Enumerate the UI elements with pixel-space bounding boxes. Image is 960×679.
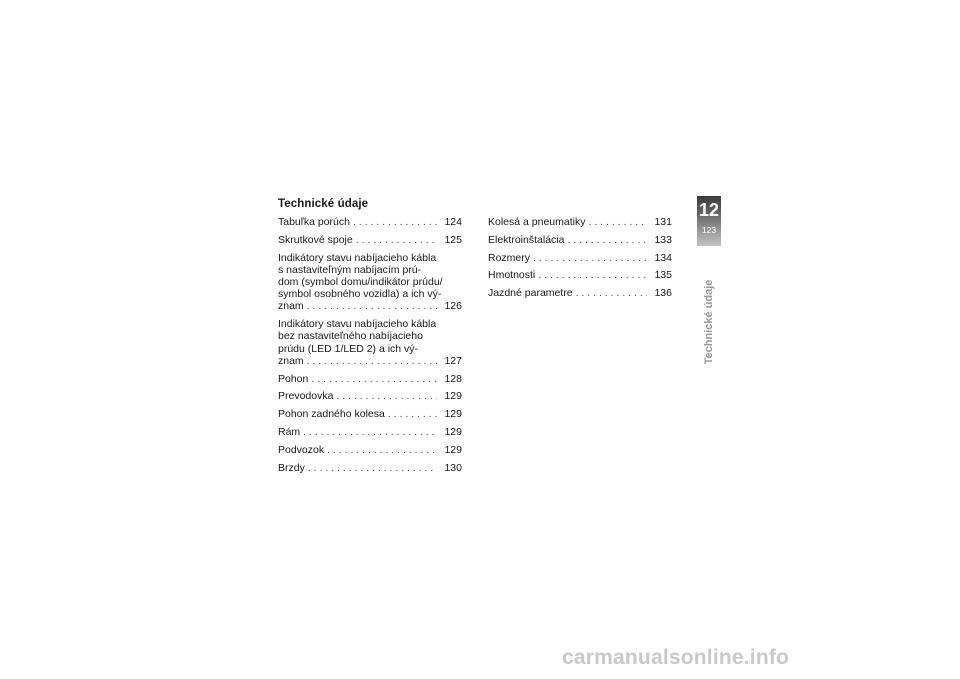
toc-entry-title: Pohon [278,372,309,385]
toc-leader [388,408,438,420]
toc-left-column [278,216,462,479]
toc-entry-page: 128 [444,372,462,385]
toc-leader [308,462,438,474]
toc-leader [576,287,648,299]
toc-entry-title: Rozmery [488,251,531,264]
toc-entry-page: 126 [444,300,462,313]
toc-entry-title: Skrutkové spoje [278,233,353,246]
toc-leader [353,216,438,228]
toc-entry-page: 129 [444,426,462,438]
toc-entry-title: Brzdy [278,461,305,474]
toc-entry[interactable] [488,216,672,228]
toc-entry-line: symbol osobného vozidla) a ich vý- [278,288,442,301]
toc-entry-line: dom (symbol domu/indikátor prúdu/ [278,276,443,288]
toc-entry-line: prúdu (LED 1/LED 2) a ich vý- [278,342,419,355]
toc-entry-title: Kolesá a pneumatiky [488,216,586,228]
toc-entry-page: 129 [444,408,462,421]
toc-entry[interactable] [278,318,462,367]
toc-leader [356,234,438,246]
toc-entry-title: Pohon zadného kolesa [278,408,385,421]
toc-entry-title: Hmotnosti [488,269,536,282]
toc-entry[interactable] [488,269,672,281]
toc-entry[interactable] [278,252,462,313]
toc-leader [533,252,647,264]
toc-entry[interactable] [278,408,462,420]
toc-entry-title: Elektroinštalácia [488,233,565,246]
toc-entry-line: Indikátory stavu nabíjacieho kábla [278,318,437,331]
toc-entry-title: Jazdné parametre [488,287,573,300]
toc-entry[interactable] [278,462,462,474]
toc-entry[interactable] [278,373,462,385]
toc-entry-title: znam [278,354,304,367]
toc-entry-page: 133 [654,233,672,246]
toc-entry[interactable] [278,390,462,402]
toc-entry-page: 129 [444,443,462,456]
toc-leader [311,373,437,385]
toc-entry-page: 124 [444,216,462,228]
toc-right-column [488,216,672,305]
toc-leader [303,426,437,438]
toc-entry-line: bez nastaviteľného nabíjacieho [278,330,423,343]
toc-leader [588,216,647,228]
toc-entry[interactable] [488,234,672,246]
watermark: carmanualsonline.info [562,646,790,669]
toc-entry-title: Prevodovka [278,390,334,403]
toc-leader [327,444,437,456]
chapter-number: 12 [698,200,720,220]
toc-entry-title: Tabuľka porúch [278,216,350,228]
toc-entry[interactable] [278,426,462,438]
toc-entry-line: Indikátory stavu nabíjacieho kábla [278,251,437,264]
toc-entry[interactable] [278,234,462,246]
section-heading: Technické údaje [278,198,369,210]
toc-entry-page: 129 [444,390,462,403]
toc-leader [567,234,647,246]
toc-entry-title: Podvozok [278,443,325,456]
chapter-side-label: Technické údaje [703,279,715,365]
toc-entry-page: 125 [444,233,462,246]
page-number: 123 [701,225,717,235]
toc-entry-title: Rám [278,426,301,438]
toc-leader [336,390,437,402]
toc-entry-page: 130 [444,461,462,474]
toc-entry-page: 135 [654,269,672,282]
toc-leader [307,355,438,367]
toc-leader [538,269,647,281]
toc-leader [307,300,438,312]
toc-entry-page: 136 [654,287,672,300]
toc-entry[interactable] [278,216,462,228]
toc-entry-page: 134 [654,251,672,264]
toc-entry[interactable] [278,444,462,456]
toc-entry[interactable] [488,252,672,264]
toc-entry-title: znam [278,300,304,313]
toc-entry-line: s nastaviteľným nabíjacím prú- [278,263,422,276]
toc-entry-page: 127 [444,354,462,367]
toc-entry-page: 131 [654,216,672,228]
toc-entry[interactable] [488,287,672,299]
